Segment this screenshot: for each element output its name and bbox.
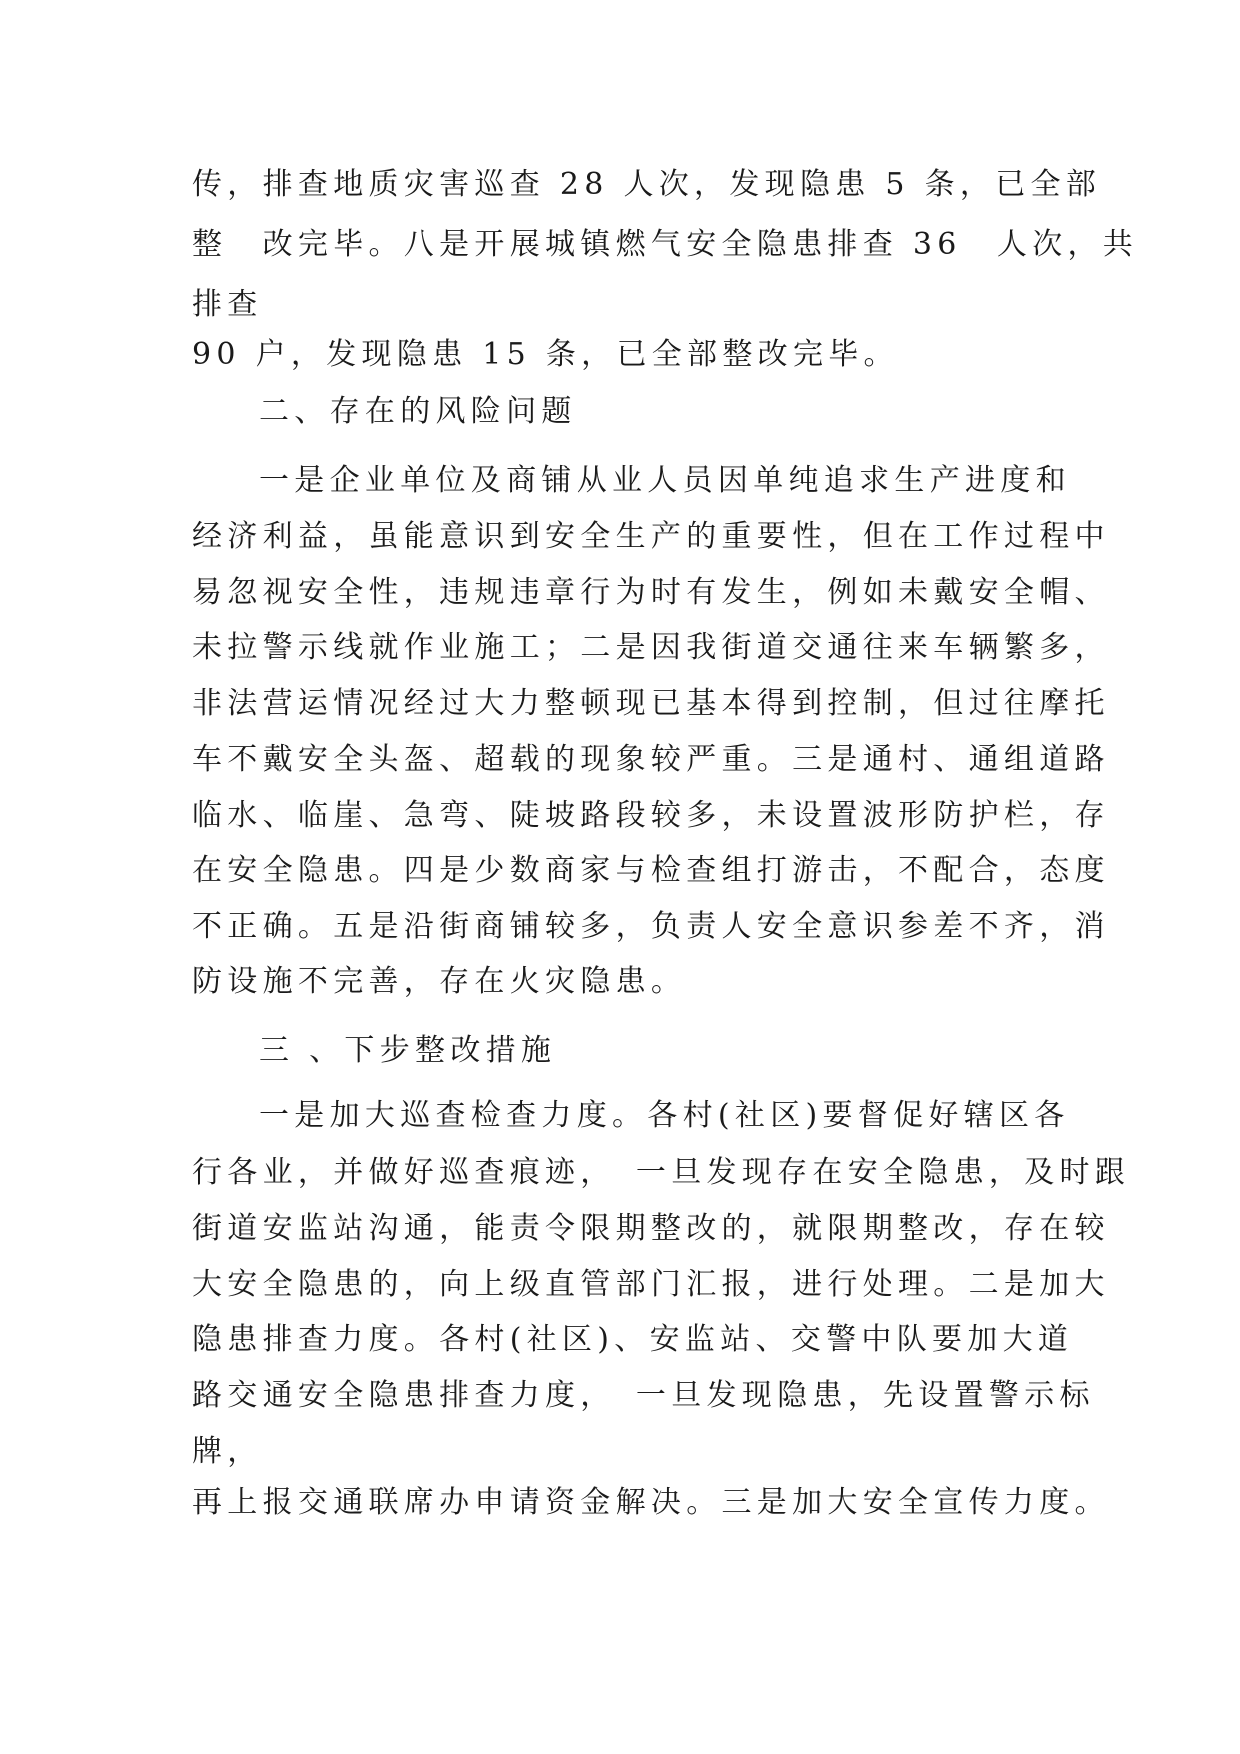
text-line: 整 改完毕。八是开展城镇燃气安全隐患排查 36 人次，共	[192, 227, 1139, 262]
text-line: 一是企业单位及商铺从业人员因单纯追求生产进度和	[259, 463, 1071, 498]
text-line: 一是加大巡查检查力度。各村(社区)要督促好辖区各	[259, 1098, 1070, 1133]
text-line: 经济利益，虽能意识到安全生产的重要性，但在工作过程中	[192, 519, 1110, 554]
text-line: 易忽视安全性，违规违章行为时有发生，例如未戴安全帽、	[192, 575, 1110, 610]
text-line: 隐患排查力度。各村(社区)、安监站、交警中队要加大道	[192, 1322, 1074, 1357]
text-line: 未拉警示线就作业施工；二是因我街道交通往来车辆繁多，	[192, 630, 1110, 665]
text-line: 传，排查地质灾害巡查 28 人次，发现隐患 5 条，已全部	[192, 167, 1102, 202]
section-heading: 三 、下步整改措施	[259, 1033, 557, 1068]
text-line: 排查	[192, 287, 263, 322]
text-line: 路交通安全隐患排查力度， 一旦发现隐患，先设置警示标	[192, 1378, 1095, 1413]
text-line: 街道安监站沟通，能责令限期整改的，就限期整改，存在较	[192, 1211, 1110, 1246]
text-line: 不正确。五是沿街商铺较多，负责人安全意识参差不齐，消	[192, 909, 1110, 944]
text-line: 行各业，并做好巡查痕迹， 一旦发现存在安全隐患，及时跟	[192, 1155, 1131, 1190]
text-line: 牌，	[192, 1434, 263, 1469]
text-line: 在安全隐患。四是少数商家与检查组打游击，不配合，态度	[192, 853, 1110, 888]
text-line: 防设施不完善，存在火灾隐患。	[192, 964, 687, 999]
text-line: 再上报交通联席办申请资金解决。三是加大安全宣传力度。	[192, 1485, 1110, 1520]
text-line: 非法营运情况经过大力整顿现已基本得到控制，但过往摩托	[192, 686, 1110, 721]
text-line: 大安全隐患的，向上级直管部门汇报，进行处理。二是加大	[192, 1267, 1110, 1302]
text-line: 90 户，发现隐患 15 条，已全部整改完毕。	[192, 337, 899, 372]
text-line: 临水、临崖、急弯、陡坡路段较多，未设置波形防护栏，存	[192, 798, 1110, 833]
section-heading: 二、存在的风险问题	[259, 394, 577, 429]
text-line: 车不戴安全头盔、超载的现象较严重。三是通村、通组道路	[192, 742, 1110, 777]
